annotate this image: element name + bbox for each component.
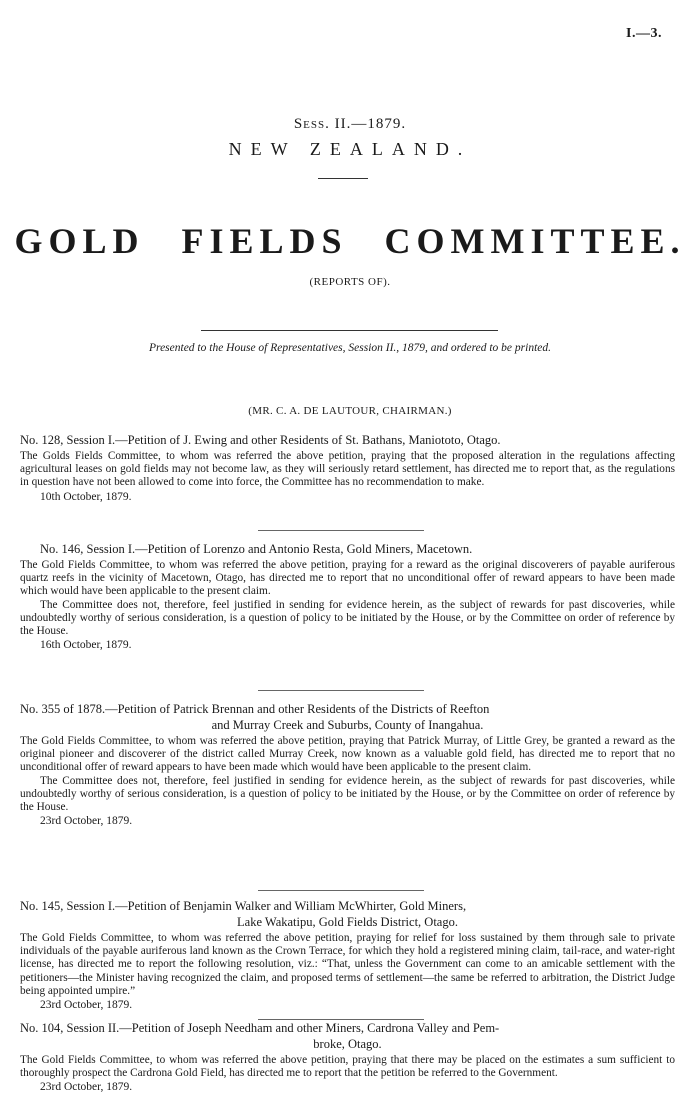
petition-paragraph: The Committee does not, therefore, feel justified in sending for evidence herein, as the subject of rewards for past discoveries, while undoubtedly worthy of serious consideration, is a question of policy to be initiated by the House, or by the Committee on order of reference by the House.	[20, 774, 675, 814]
petition-1	[20, 432, 675, 504]
page-title: GOLD FIELDS COMMITTEE.	[14, 221, 686, 261]
petition-5	[20, 1020, 675, 1094]
petition-paragraph: The Golds Fields Committee, to whom was referred the above petition, praying that the proposed alteration in the regulations affecting agricultural leases on gold fields may not become law, as they will seriously retard settlement, has directed me to report that, as the regulations in question have not been allowed to come into force, the Committee has no recommendation to make.	[20, 450, 675, 489]
title-divider	[318, 178, 368, 179]
petition-body	[20, 932, 675, 998]
petition-date: 23rd October, 1879.	[40, 999, 133, 1012]
petition-body	[20, 735, 675, 814]
presented-note: Presented to the House of Representatives, Session II., 1879, and ordered to be printed.	[149, 342, 551, 354]
petition-paragraph: The Gold Fields Committee, to whom was referred the above petition, praying for a reward as the original discoverers of payable auriferous quartz reefs in the vicinity of Macetown, Otago, has directed me to report that no unconditional offer of reward appears to have been made which would have been applicable to the present claim.	[20, 559, 675, 598]
petition-heading	[20, 898, 675, 930]
country-title: NEW ZEALAND.	[228, 139, 472, 159]
petition-heading	[20, 701, 675, 733]
petition-paragraph: The Gold Fields Committee, to whom was referred the above petition, praying that there may be placed on the estimates a sum sufficient to thoroughly prospect the Cardrona Gold Field, has directed me to report that the petition be referred to the Government.	[20, 1054, 675, 1080]
petition-body	[20, 1054, 675, 1080]
petition-paragraph: The Gold Fields Committee, to whom was referred the above petition, praying for relief for loss sustained by them through sale to private individuals of the payable auriferous land known as the Crown Terrace, for which they hold a registered mining claim, tail-race, and water-right license, has directed me to report the following resolution, viz.: “That, unless the Government can come to an amicable settlement with the petitioners—the Minister having recognized the claim, and proposed terms of settlement—the same be referred to arbitration, the District Judge being appointed umpire.”	[20, 932, 675, 997]
petition-paragraph: The Committee does not, therefore, feel justified in sending for evidence herein, as the subject of rewards for past discoveries, while undoubtedly worthy of serious consideration, is a question of policy to be initiated by the House, or by the Committee on order of reference by the House.	[20, 598, 675, 638]
page-subtitle: (REPORTS OF).	[309, 276, 391, 288]
petition-heading-cont: Lake Wakatipu, Gold Fields District, Otago.	[237, 915, 458, 929]
section-divider	[258, 530, 424, 531]
session-line: Sess. II.—1879.	[293, 116, 407, 132]
petition-paragraph: The Gold Fields Committee, to whom was referred the above petition, praying that Patrick Murray, of Little Grey, be granted a reward as the original pioneer and discoverer of the district called Murray Creek, now known as a valuable gold field, has directed me to report that no unconditional offer of reward appears to have been made which would have been applicable to the present claim.	[20, 735, 675, 774]
petition-3	[20, 701, 675, 828]
petition-body	[20, 559, 675, 638]
petition-date: 10th October, 1879.	[40, 490, 132, 503]
petition-date: 23rd October, 1879.	[40, 815, 133, 828]
petition-heading: No. 146, Session I.—Petition of Lorenzo and Antonio Resta, Gold Miners, Macetown.	[40, 542, 473, 556]
petition-date: 16th October, 1879.	[40, 639, 132, 652]
petition-2	[20, 541, 675, 652]
petition-heading-line: No. 145, Session I.—Petition of Benjamin Walker and William McWhirter, Gold Miners,	[20, 899, 467, 913]
presented-divider	[201, 330, 498, 331]
petition-heading-cont: broke, Otago.	[313, 1037, 382, 1051]
section-divider	[258, 890, 424, 891]
petition-heading: No. 128, Session I.—Petition of J. Ewing and other Residents of St. Bathans, Maniototo, Otago.	[20, 433, 501, 447]
petition-date: 23rd October, 1879.	[40, 1081, 133, 1094]
section-divider	[258, 690, 424, 691]
document-reference: I.—3.	[626, 26, 662, 41]
petition-heading-line: No. 355 of 1878.—Petition of Patrick Brennan and other Residents of the Districts of Reefton	[20, 702, 490, 716]
petition-heading-cont: and Murray Creek and Suburbs, County of Inangahua.	[211, 718, 484, 732]
chairman-line: (MR. C. A. DE LAUTOUR, CHAIRMAN.)	[248, 405, 452, 417]
petition-heading	[20, 1020, 675, 1052]
petition-heading-line: No. 104, Session II.—Petition of Joseph Needham and other Miners, Cardrona Valley and Pem-	[20, 1021, 500, 1035]
petition-body	[20, 450, 675, 490]
petition-4	[20, 898, 675, 1012]
